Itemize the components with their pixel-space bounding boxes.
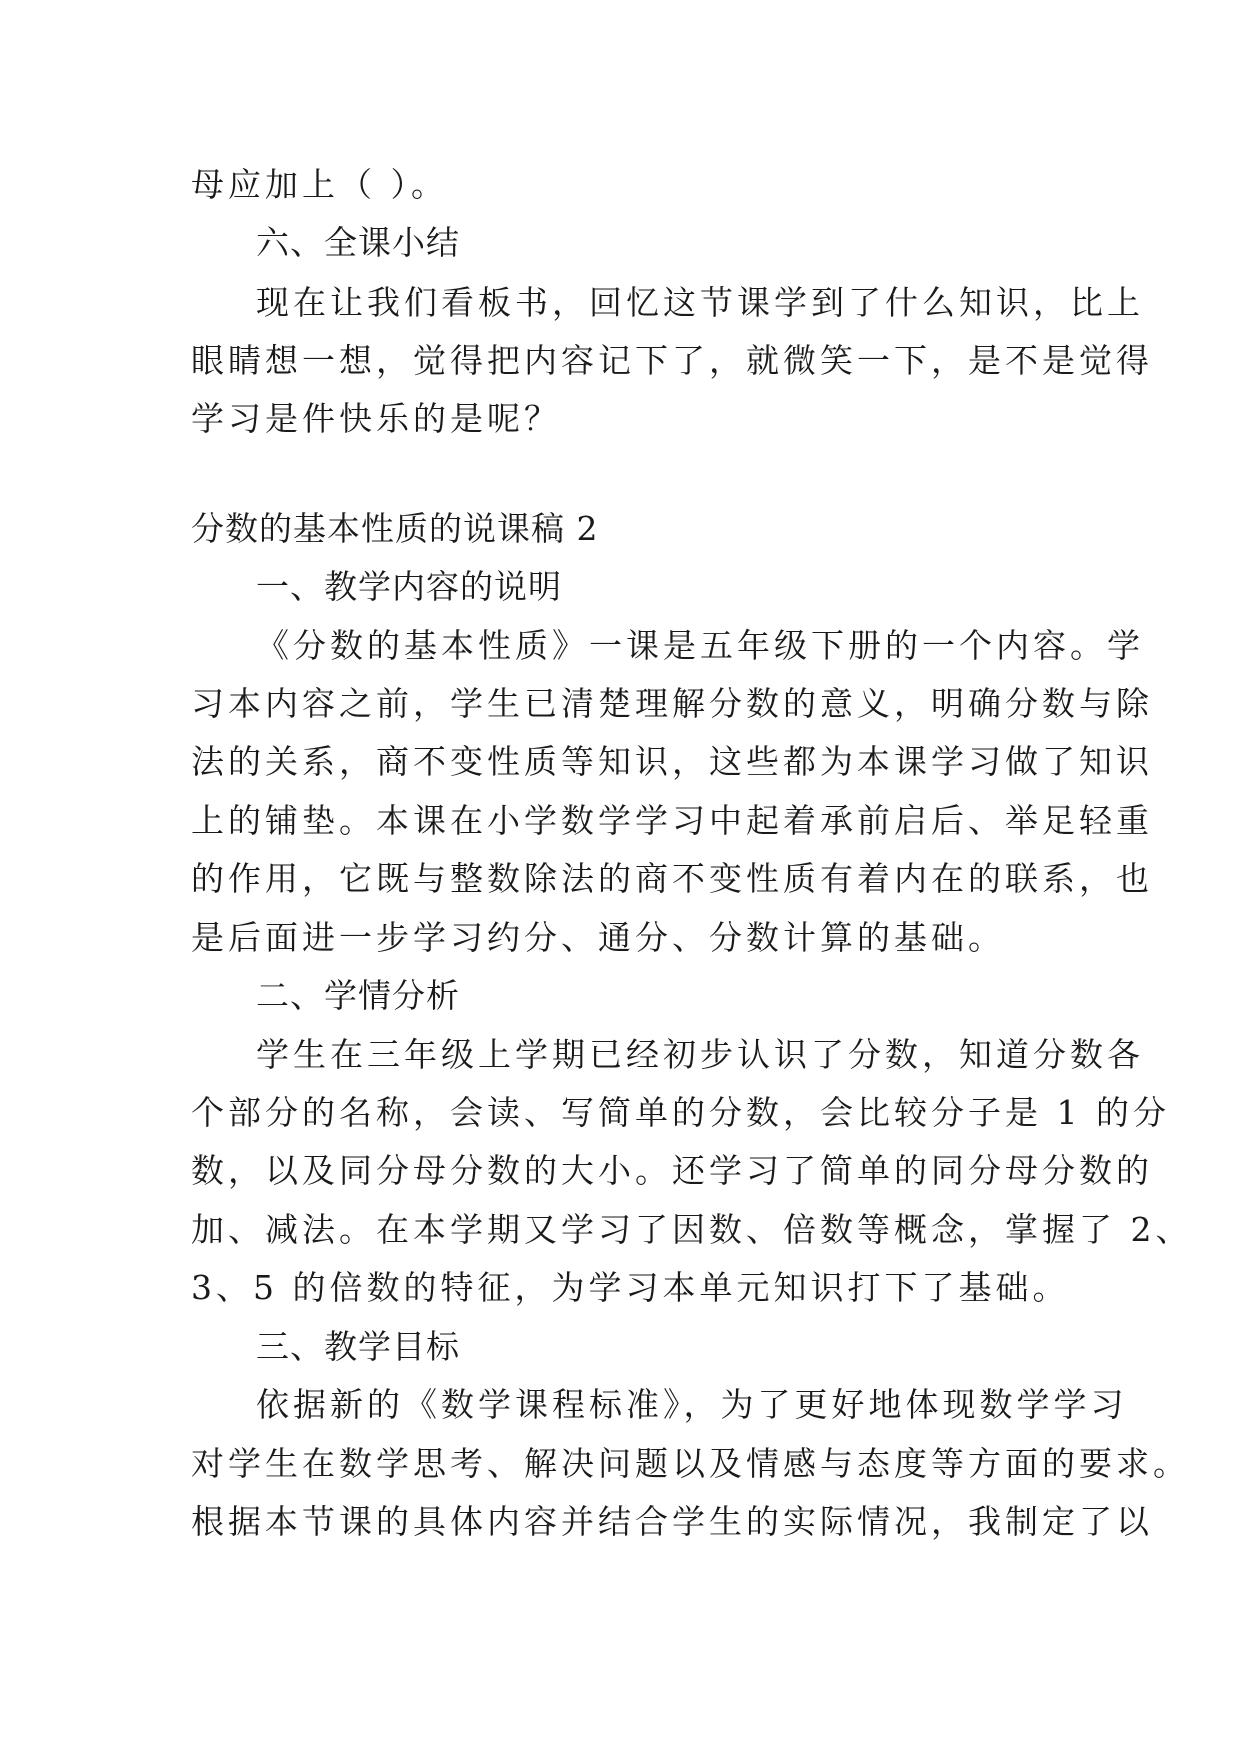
paragraph-line: 根据本节课的具体内容并结合学生的实际情况，我制定了以 xyxy=(191,1502,1153,1541)
text-line: 母应加上（ ）。 xyxy=(191,165,448,204)
paragraph-line: 现在让我们看板书，回忆这节课学到了什么知识，比上 xyxy=(256,283,1144,322)
paragraph-line: 《分数的基本性质》一课是五年级下册的一个内容。学 xyxy=(256,626,1144,665)
section-heading: 一、教学内容的说明 xyxy=(256,567,562,606)
document-title: 分数的基本性质的说课稿 2 xyxy=(191,509,599,548)
paragraph-line: 个部分的名称，会读、写简单的分数，会比较分子是 1 的分 xyxy=(191,1093,1170,1132)
paragraph-line: 学习是件快乐的是呢？ xyxy=(191,399,561,438)
paragraph-line: 加、减法。在本学期又学习了因数、倍数等概念，掌握了 2、 xyxy=(191,1210,1193,1249)
paragraph-line: 数，以及同分母分数的大小。还学习了简单的同分母分数的 xyxy=(191,1151,1153,1190)
paragraph-line: 对学生在数学思考、解决问题以及情感与态度等方面的要求。 xyxy=(191,1444,1190,1483)
paragraph-line: 法的关系，商不变性质等知识，这些都为本课学习做了知识 xyxy=(191,742,1153,781)
paragraph-line: 的作用，它既与整数除法的商不变性质有着内在的联系，也 xyxy=(191,859,1153,898)
paragraph-line: 3、5 的倍数的特征，为学习本单元知识打下了基础。 xyxy=(191,1268,1070,1307)
section-heading: 六、全课小结 xyxy=(256,223,460,262)
paragraph-line: 依据新的《数学课程标准》，为了更好地体现数学学习 xyxy=(256,1385,1128,1424)
paragraph-line: 习本内容之前，学生已清楚理解分数的意义，明确分数与除 xyxy=(191,684,1153,723)
paragraph-line: 是后面进一步学习约分、通分、分数计算的基础。 xyxy=(191,918,1005,957)
paragraph-line: 眼睛想一想，觉得把内容记下了，就微笑一下，是不是觉得 xyxy=(191,341,1153,380)
section-heading: 三、教学目标 xyxy=(256,1327,460,1366)
section-heading: 二、学情分析 xyxy=(256,976,460,1015)
paragraph-line: 上的铺垫。本课在小学数学学习中起着承前启后、举足轻重 xyxy=(191,801,1153,840)
paragraph-line: 学生在三年级上学期已经初步认识了分数，知道分数各 xyxy=(256,1035,1144,1074)
